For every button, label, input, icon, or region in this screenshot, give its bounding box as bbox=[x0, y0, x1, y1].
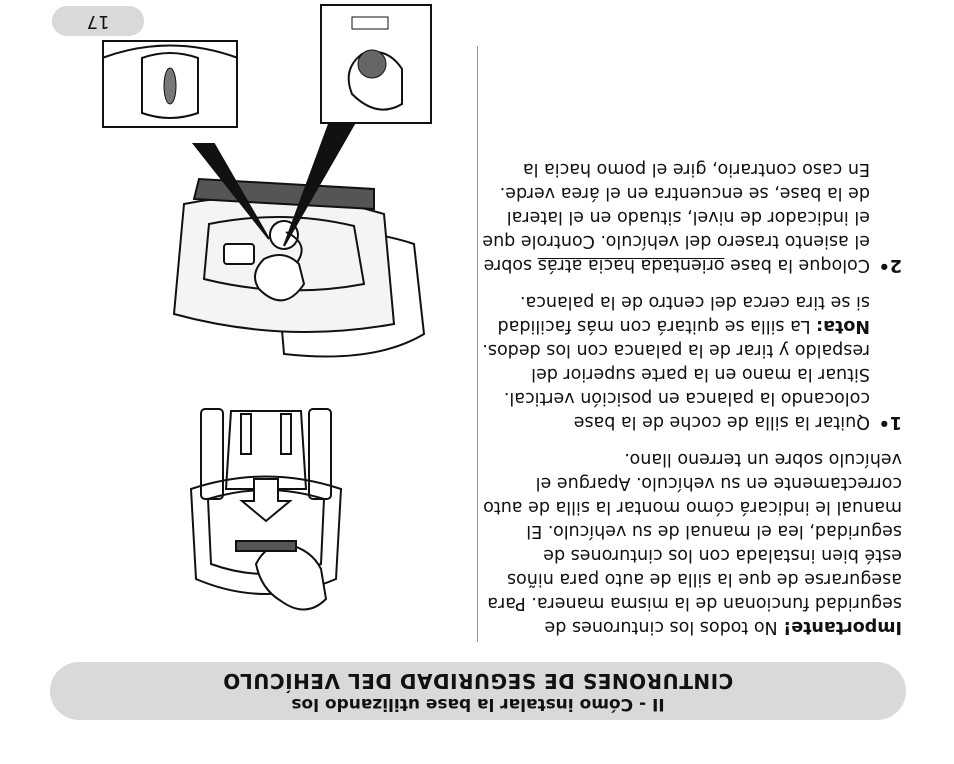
important-label: Importante! bbox=[783, 617, 902, 637]
arrow-down bbox=[242, 479, 290, 521]
seat-tab-2 bbox=[241, 414, 251, 454]
knob-closeup-inset bbox=[320, 4, 432, 124]
important-text: No todos los cinturones de seguridad funcionan de la misma manera. Para asegurarse de que la silla de auto para niños esté bien instalada con los cinturones de seguridad, lea el manual de su vehículo. El manual le indicará cómo montar la silla de auto correctamente en su vehículo. Apargue el vehículo sobre un terreno llano. bbox=[483, 449, 902, 637]
step-2-text-underlined: orientada hacia atrás bbox=[537, 255, 725, 275]
note-text: La silla se quitará con más facilidad si se tira cerca del centro de la palanca. bbox=[497, 292, 870, 336]
step-1-number: 1• bbox=[878, 412, 902, 432]
step-2 bbox=[482, 157, 902, 277]
inset-knob bbox=[358, 50, 386, 78]
remove-seat-illustration bbox=[166, 389, 366, 639]
step-2-text-before: Coloque la base bbox=[724, 255, 870, 275]
column-divider bbox=[477, 46, 478, 642]
step-2-text-after: sobre el asiento trasero del vehículo. Controle que el indicador de nivel, situado en el lateral de la base, se encuentra en el área verde. En caso contrario, gire el pomo hacia la bbox=[482, 159, 870, 275]
step-1 bbox=[482, 290, 902, 434]
page-number: 17 bbox=[52, 6, 144, 36]
base-level-illustration bbox=[134, 114, 434, 374]
lever-bar bbox=[236, 541, 296, 551]
level-indicator bbox=[224, 244, 254, 264]
important-paragraph bbox=[482, 447, 902, 639]
seat-tab-1 bbox=[281, 414, 291, 454]
section-title-line2: CINTURONES DE SEGURIDAD DEL VEHÍCULO bbox=[222, 669, 734, 693]
inset-indicator-bubble bbox=[164, 68, 176, 104]
hand bbox=[256, 544, 326, 610]
step-2-number: 2• bbox=[878, 255, 902, 275]
step-1-body bbox=[482, 290, 870, 434]
step-1-text: Quitar la silla de coche de la base colocando la palanca en posición vertical. Situar la mano en la parte superior del respaldo y tirar de la palanca con los dedos. bbox=[482, 340, 870, 432]
note-label: Nota: bbox=[816, 316, 870, 336]
instructions-column bbox=[482, 144, 902, 639]
section-title-line1: II - Cómo instalar la base utilizando los bbox=[291, 694, 665, 714]
level-indicator-inset bbox=[102, 40, 238, 128]
inset-bracket bbox=[352, 17, 388, 29]
section-header-banner bbox=[50, 662, 906, 720]
step-2-body bbox=[482, 157, 870, 277]
